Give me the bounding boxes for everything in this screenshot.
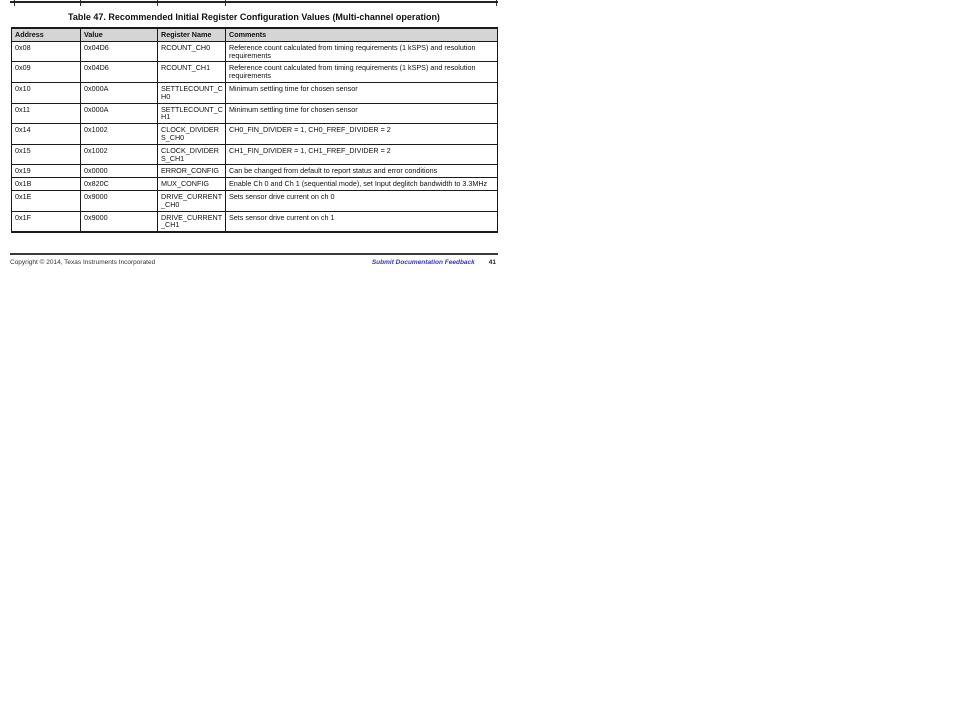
register-config-table	[11, 27, 498, 233]
cell-address: 0x1F	[12, 211, 81, 232]
cell-value: 0x000A	[81, 103, 158, 124]
table-row	[12, 124, 498, 145]
cell-value: 0x1002	[81, 124, 158, 145]
cell-comments: CH0_FIN_DIVIDER = 1, CH0_FREF_DIVIDER = 2	[226, 124, 498, 145]
cell-comments: Enable Ch 0 and Ch 1 (sequential mode), set Input deglitch bandwidth to 3.3MHz	[226, 178, 498, 191]
cell-value: 0x820C	[81, 178, 158, 191]
column-header-value: Value	[81, 28, 158, 41]
cell-address: 0x09	[12, 62, 81, 83]
cell-comments: Minimum settling time for chosen sensor	[226, 82, 498, 103]
cell-address: 0x10	[12, 82, 81, 103]
cell-comments: Reference count calculated from timing requirements (1 kSPS) and resolution requirements	[226, 41, 498, 62]
cell-value: 0x9000	[81, 190, 158, 211]
table-row	[12, 62, 498, 83]
table-row	[12, 82, 498, 103]
column-header-register-name: Register Name	[158, 28, 226, 41]
cell-register-name: RCOUNT_CH0	[158, 41, 226, 62]
table-header	[12, 28, 498, 41]
cell-comments: Can be changed from default to report status and error conditions	[226, 165, 498, 178]
cell-value: 0x9000	[81, 211, 158, 232]
cell-register-name: CLOCK_DIVIDERS_CH1	[158, 144, 226, 165]
table-row	[12, 190, 498, 211]
cell-register-name: CLOCK_DIVIDERS_CH0	[158, 124, 226, 145]
cell-comments: Sets sensor drive current on ch 1	[226, 211, 498, 232]
table-title: Table 47. Recommended Initial Register Configuration Values (Multi-channel operation)	[68, 12, 440, 22]
cell-register-name: DRIVE_CURRENT_CH0	[158, 190, 226, 211]
cell-value: 0x000A	[81, 82, 158, 103]
table-row	[12, 41, 498, 62]
table-row	[12, 165, 498, 178]
copyright-text: Copyright © 2014, Texas Instruments Incorporated	[10, 259, 156, 266]
cell-address: 0x19	[12, 165, 81, 178]
page-footer	[10, 259, 498, 267]
table-row	[12, 178, 498, 191]
cell-register-name: SETTLECOUNT_CH1	[158, 103, 226, 124]
cell-comments: CH1_FIN_DIVIDER = 1, CH1_FREF_DIVIDER = 2	[226, 144, 498, 165]
cell-register-name: MUX_CONFIG	[158, 178, 226, 191]
cell-address: 0x11	[12, 103, 81, 124]
cell-value: 0x04D6	[81, 62, 158, 83]
cell-comments: Minimum settling time for chosen sensor	[226, 103, 498, 124]
previous-table-border-line	[10, 1, 498, 3]
footer-divider	[10, 253, 498, 255]
cell-address: 0x14	[12, 124, 81, 145]
cell-comments: Reference count calculated from timing requirements (1 kSPS) and resolution requirements	[226, 62, 498, 83]
cell-register-name: ERROR_CONFIG	[158, 165, 226, 178]
table-header-row	[12, 28, 498, 41]
cell-value: 0x1002	[81, 144, 158, 165]
cell-address: 0x08	[12, 41, 81, 62]
column-header-address: Address	[12, 28, 81, 41]
cell-address: 0x1E	[12, 190, 81, 211]
column-header-comments: Comments	[226, 28, 498, 41]
page-number: 41	[488, 259, 496, 266]
table-row	[12, 211, 498, 232]
cell-value: 0x04D6	[81, 41, 158, 62]
register-table-body	[12, 41, 498, 232]
table-row	[12, 103, 498, 124]
cell-comments: Sets sensor drive current on ch 0	[226, 190, 498, 211]
cell-value: 0x0000	[81, 165, 158, 178]
cell-register-name: DRIVE_CURRENT_CH1	[158, 211, 226, 232]
table-row	[12, 144, 498, 165]
cell-register-name: RCOUNT_CH1	[158, 62, 226, 83]
cell-address: 0x15	[12, 144, 81, 165]
submit-feedback-link[interactable]: Submit Documentation Feedback	[371, 259, 475, 266]
cell-address: 0x1B	[12, 178, 81, 191]
cell-register-name: SETTLECOUNT_CH0	[158, 82, 226, 103]
